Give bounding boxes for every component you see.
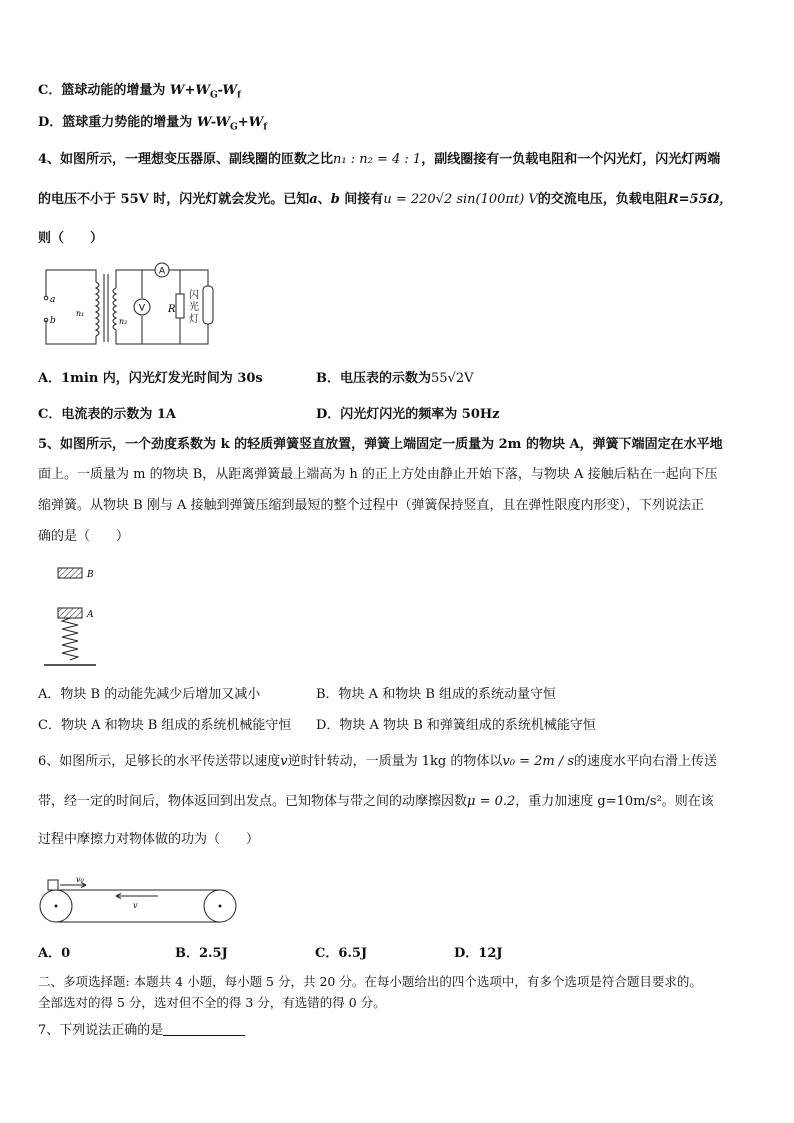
q6-line1: 6、如图所示，足够长的水平传送带以速度v逆时针转动，一质量为 1kg 的物体以v₀ = 2m / s的速度水平向右滑上传送 <box>38 754 718 769</box>
q6-option-a: A．0 <box>38 946 71 961</box>
flash-lamp-label: 闪光灯 <box>189 290 199 325</box>
q5-option-d: D．物块 A 物块 B 和弹簧组成的系统机械能守恒 <box>316 718 596 733</box>
terminal-b-label: b <box>50 316 56 326</box>
terminal-a-label: a <box>50 295 56 305</box>
q5-line2: 面上。一质量为 m 的物块 B，从距离弹簧最上端高为 h 的正上方处由静止开始下落，与物块 A 接触后粘在一起向下压 <box>38 467 718 482</box>
object-block <box>48 880 58 890</box>
q6-option-b: B．2.5J <box>175 946 228 961</box>
section2-line1: 二、多项选择题: 本题共 4 小题，每小题 5 分，共 20 分。在每小题给出的四个选项中，有多个选项是符合题目要求的。 <box>38 974 702 989</box>
q4-option-d: D．闪光灯闪光的频率为 50Hz <box>316 407 500 422</box>
block-b-shape <box>58 568 82 578</box>
q4-line1: 4、如图所示，一理想变压器原、副线圈的匝数之比n₁ : n₂ = 4 : 1，副线圈接有一负载电阻和一个闪光灯，闪光灯两端 <box>38 152 721 167</box>
q4-line3: 则（ ） <box>38 231 104 246</box>
resistor-label: R <box>168 304 176 315</box>
prev-option-c: C．篮球动能的增量为 $W+W_G-W_f$ <box>38 83 241 101</box>
prev-option-d: D．篮球重力势能的增量为 $W-W_G+W_f$ <box>38 115 268 133</box>
q4-option-c: C．电流表的示数为 1A <box>38 407 177 422</box>
q4-line2: 的电压不小于 55V 时，闪光灯就会发光。已知a、b 间接有u = 220√2 sin(100πt) V的交流电压，负载电阻R=55Ω， <box>38 192 733 207</box>
ammeter-label: A <box>158 266 166 277</box>
q5-line3: 缩弹簧。从物块 B 刚与 A 接触到弹簧压缩到最短的整个过程中（弹簧保持竖直，且在弹性限度内形变），下列说法正 <box>38 498 704 513</box>
n2-label: n₂ <box>119 317 128 326</box>
q5-option-b: B．物块 A 和物块 B 组成的系统动量守恒 <box>316 687 557 702</box>
section2-line2: 全部选对的得 5 分，选对但不全的得 3 分，有选错的得 0 分。 <box>38 995 386 1010</box>
q4-option-a: A．1min 内，闪光灯发光时间为 30s <box>38 371 263 386</box>
q6-option-d: D．12J <box>454 946 503 961</box>
q5-line1: 5、如图所示，一个劲度系数为 k 的轻质弹簧竖直放置，弹簧上端固定一质量为 2m 的物块 A，弹簧下端固定在水平地 <box>38 437 723 452</box>
spring-shape <box>62 618 78 660</box>
q7-line: 7、下列说法正确的是 <box>38 1021 245 1040</box>
answer-blank[interactable] <box>163 1021 245 1036</box>
q5-option-a: A．物块 B 的动能先减少后增加又减小 <box>38 687 261 702</box>
q5-line4: 确的是（ ） <box>38 529 130 544</box>
block-b-label: B <box>87 570 94 580</box>
conveyor-belt-figure <box>38 868 238 926</box>
block-a-label: A <box>87 610 94 620</box>
spring-blocks-figure <box>40 562 110 674</box>
n1-label: n₁ <box>76 309 85 318</box>
block-a-shape <box>58 608 82 618</box>
voltmeter-label: V <box>138 303 146 314</box>
q6-line3: 过程中摩擦力对物体做的功为（ ） <box>38 832 260 847</box>
q6-line2: 带，经一定的时间后，物体返回到出发点。已知物体与带之间的动摩擦因数μ = 0.2，重力加速度 g=10m/s²。则在该 <box>38 794 714 809</box>
v-label: v <box>133 901 138 910</box>
q5-option-c: C．物块 A 和物块 B 组成的系统机械能守恒 <box>38 718 292 733</box>
v0-label: v₀ <box>76 875 84 884</box>
q6-option-c: C．6.5J <box>315 946 368 961</box>
q4-option-b: B．电压表的示数为55√2V <box>316 371 474 386</box>
